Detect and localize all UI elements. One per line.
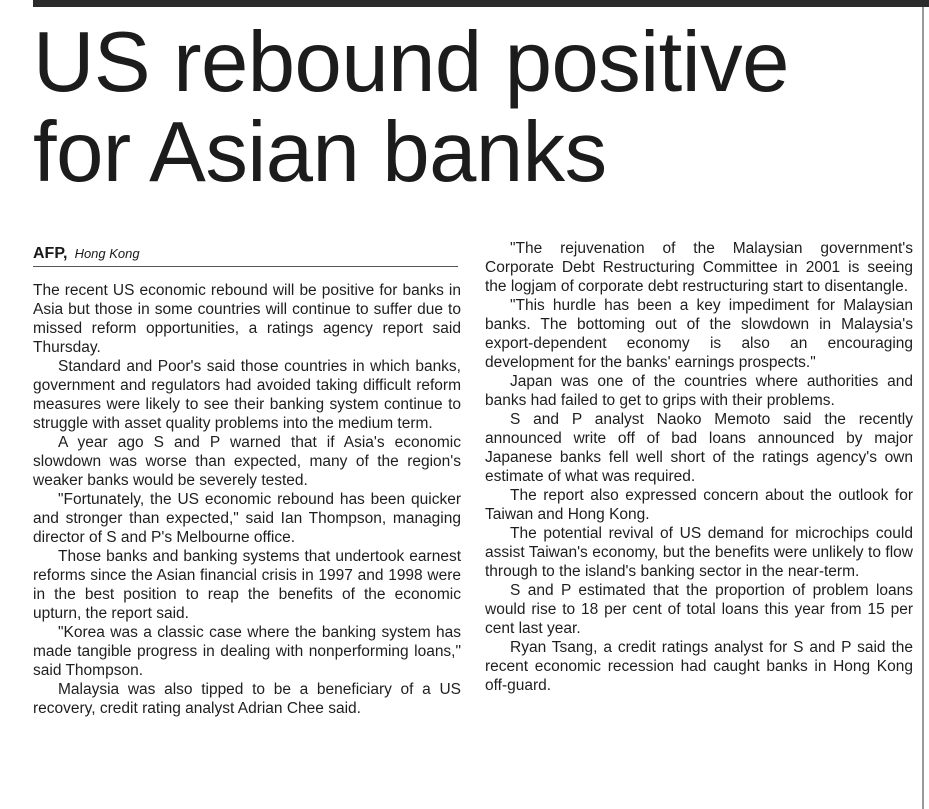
top-rule <box>33 0 929 7</box>
paragraph: "Korea was a classic case where the banking system has made tangible progress in dealing with nonperforming loans," said Thompson. <box>33 624 461 679</box>
headline <box>33 15 913 200</box>
byline-location: Hong Kong <box>74 246 140 261</box>
paragraph: Japan was one of the countries where authorities and banks had failed to get to grips with their problems. <box>485 373 913 409</box>
paragraph: The recent US economic rebound will be positive for banks in Asia but those in some countries will continue to suffer due to missed reform opportunities, a ratings agency report said Thursday. <box>33 282 461 356</box>
paragraph: S and P analyst Naoko Memoto said the recently announced write off of bad loans announced by major Japanese banks fell well short of the ratings agency's own estimate of what was required. <box>485 411 913 485</box>
paragraph: Malaysia was also tipped to be a beneficiary of a US recovery, credit rating analyst Adrian Chee said. <box>33 681 461 717</box>
paragraph: "This hurdle has been a key impediment for Malaysian banks. The bottoming out of the slowdown in Malaysia's export-dependent economy is also an encouraging development for the banks' earnings prospects." <box>485 297 913 371</box>
paragraph: Ryan Tsang, a credit ratings analyst for S and P said the recent economic recession had caught banks in Hong Kong off-guard. <box>485 639 913 694</box>
headline-line-1: US rebound positive <box>33 15 789 110</box>
byline-agency: AFP, <box>33 245 68 262</box>
paragraph: Those banks and banking systems that undertook earnest reforms since the Asian financial crisis in 1997 and 1998 were in the best position to reap the benefits of the economic upturn, the report said. <box>33 548 461 622</box>
body-column-left <box>33 281 461 718</box>
paragraph: Standard and Poor's said those countries in which banks, government and regulators had avoided taking difficult reform measures were likely to see their banking system continue to struggle with asset quality problems into the medium term. <box>33 358 461 432</box>
byline <box>33 244 458 267</box>
column-divider-rule <box>922 7 924 809</box>
paragraph: "The rejuvenation of the Malaysian government's Corporate Debt Restructuring Committee in 2001 is seeing the logjam of corporate debt restructuring start to disentangle. <box>485 240 913 295</box>
paragraph: The potential revival of US demand for microchips could assist Taiwan's economy, but the benefits were unlikely to flow through to the island's banking sector in the near-term. <box>485 525 913 580</box>
paragraph: "Fortunately, the US economic rebound has been quicker and stronger than expected," said Ian Thompson, managing director of S and P's Melbourne office. <box>33 491 461 546</box>
headline-line-2: for Asian banks <box>33 105 607 200</box>
paragraph: The report also expressed concern about the outlook for Taiwan and Hong Kong. <box>485 487 913 523</box>
paragraph: S and P estimated that the proportion of problem loans would rise to 18 per cent of total loans this year from 15 per cent last year. <box>485 582 913 637</box>
paragraph: A year ago S and P warned that if Asia's economic slowdown was worse than expected, many of the region's weaker banks would be severely tested. <box>33 434 461 489</box>
body-column-right <box>485 239 913 695</box>
